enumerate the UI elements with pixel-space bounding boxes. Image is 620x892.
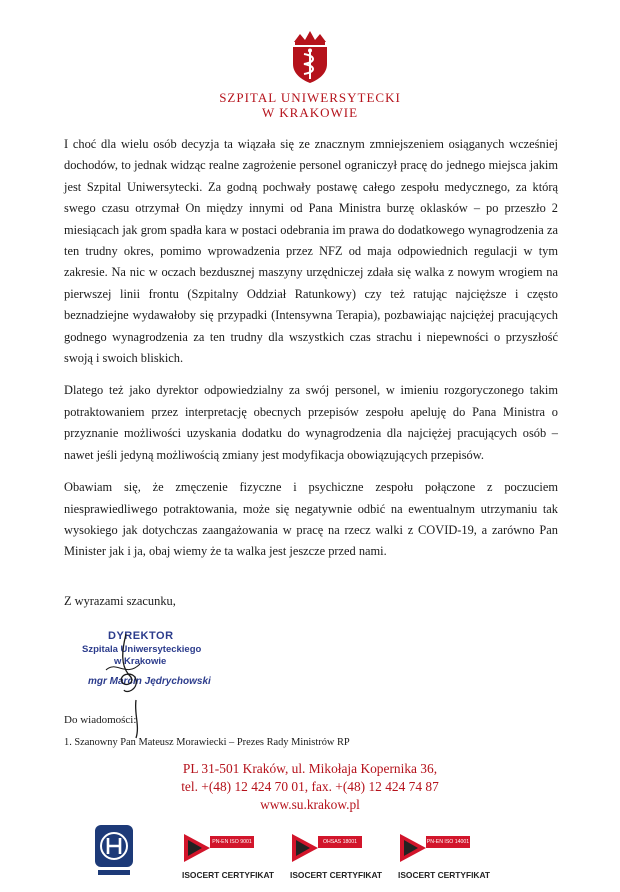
cert-standard: PN-EN ISO 14001 <box>426 836 470 848</box>
institution-name <box>0 90 620 120</box>
cert-standard: OHSAS 18001 <box>318 836 362 848</box>
cert-standard: PN-EN ISO 9001 <box>210 836 254 848</box>
paragraph: I choć dla wielu osób decyzja ta wiązała się ze znacznym zmniejszeniem osiąganych wcześniej dochodów, to jednak widząc realne zagrożenie personel ograniczył pracę do jednego miejsca jakim jest Szpital Uniwersytecki. Za godną pochwały postawę całego zespołu medycznego, za którą swego czasu otrzymał On między innymi od Pana Ministra burzę oklasków – po przeszło 2 miesiącach jak grom spadła kara w postaci odebrania im prawa do dodatkowego wynagrodzenia za ten trudny okres, pomimo wprowadzenia przez NFZ od maja odpowiednich regulacji w tym zakresie. Na nic w oczach bezdusznej maszyny urzędniczej zdała się walka z nowym wrogiem na pierwszej linii frontu (Szpitalny Oddział Ratunkowy) czy też ratując najcięższe i często beznadziejne wydawałoby się przypadki (Intensywna Terapia), pozbawiając najciężej pracujących godnego wynagrodzenia za ten trudny dla wszystkich czas strachu i niepewności o przyszłość swoją i swoich bliskich. <box>64 137 558 366</box>
stamp-signer: mgr Marcin Jędrychowski <box>88 676 211 687</box>
institution-name-line2: W KRAKOWIE <box>261 105 359 120</box>
stamp-institution: Szpitala Uniwersyteckiego <box>82 644 202 655</box>
institution-name-line1: SZPITAL UNIWERSYTECKI <box>219 90 401 105</box>
stamp-city: w Krakowie <box>114 656 167 667</box>
certification-badges <box>0 822 620 882</box>
iso-14001-badge <box>392 826 496 880</box>
accreditation-h-icon <box>94 824 134 878</box>
cert-caption: ISOCERT CERTYFIKAT <box>182 870 274 880</box>
closing-salutation: Z wyrazami szacunku, <box>64 594 176 608</box>
iso-9001-badge <box>176 826 280 880</box>
cert-caption: ISOCERT CERTYFIKAT <box>398 870 490 880</box>
cc-label: Do wiadomości: <box>64 714 137 726</box>
paragraph: Obawiam się, że zmęczenie fizyczne i psychiczne zespołu połączone z poczuciem niesprawiedliwego potraktowania, może się negatywnie odbić na ewentualnym utrzymaniu tak wysokiego jak dotychczas zaangażowania w pracę na rzecz walki z COVID-19, a zarówno Pan Minister jak i ja, obaj wiemy że ta walka jest jeszcze przed nami. <box>64 480 558 559</box>
cc-recipient: 1. Szanowny Pan Mateusz Morawiecki – Prezes Rady Ministrów RP <box>64 737 350 748</box>
ohsas-18001-badge <box>284 826 388 880</box>
cert-caption: ISOCERT CERTYFIKAT <box>290 870 382 880</box>
letter-body <box>64 134 558 574</box>
stamp-title: DYREKTOR <box>108 630 174 642</box>
footer-contact <box>0 760 620 814</box>
footer-website: www.su.krakow.pl <box>260 797 360 812</box>
hospital-crest-icon <box>288 28 332 84</box>
footer-address: PL 31-501 Kraków, ul. Mikołaja Kopernika 36, <box>182 761 438 776</box>
paragraph: Dlatego też jako dyrektor odpowiedzialny za swój personel, w imieniu rozgoryczonego takim potraktowaniem przez interpretację obecnych przepisów zespołu apeluję do Pana Ministra o przyznanie możliwości uzyskania dodatku do wynagrodzenia dla najciężej pracujących osób – nawet jeśli jedyną możliwością zmiany jest modyfikacja obowiązujących przepisów. <box>64 383 558 462</box>
letterhead <box>0 28 620 120</box>
footer-phone: tel. +(48) 12 424 70 01, fax. +(48) 12 424 74 87 <box>181 779 439 794</box>
